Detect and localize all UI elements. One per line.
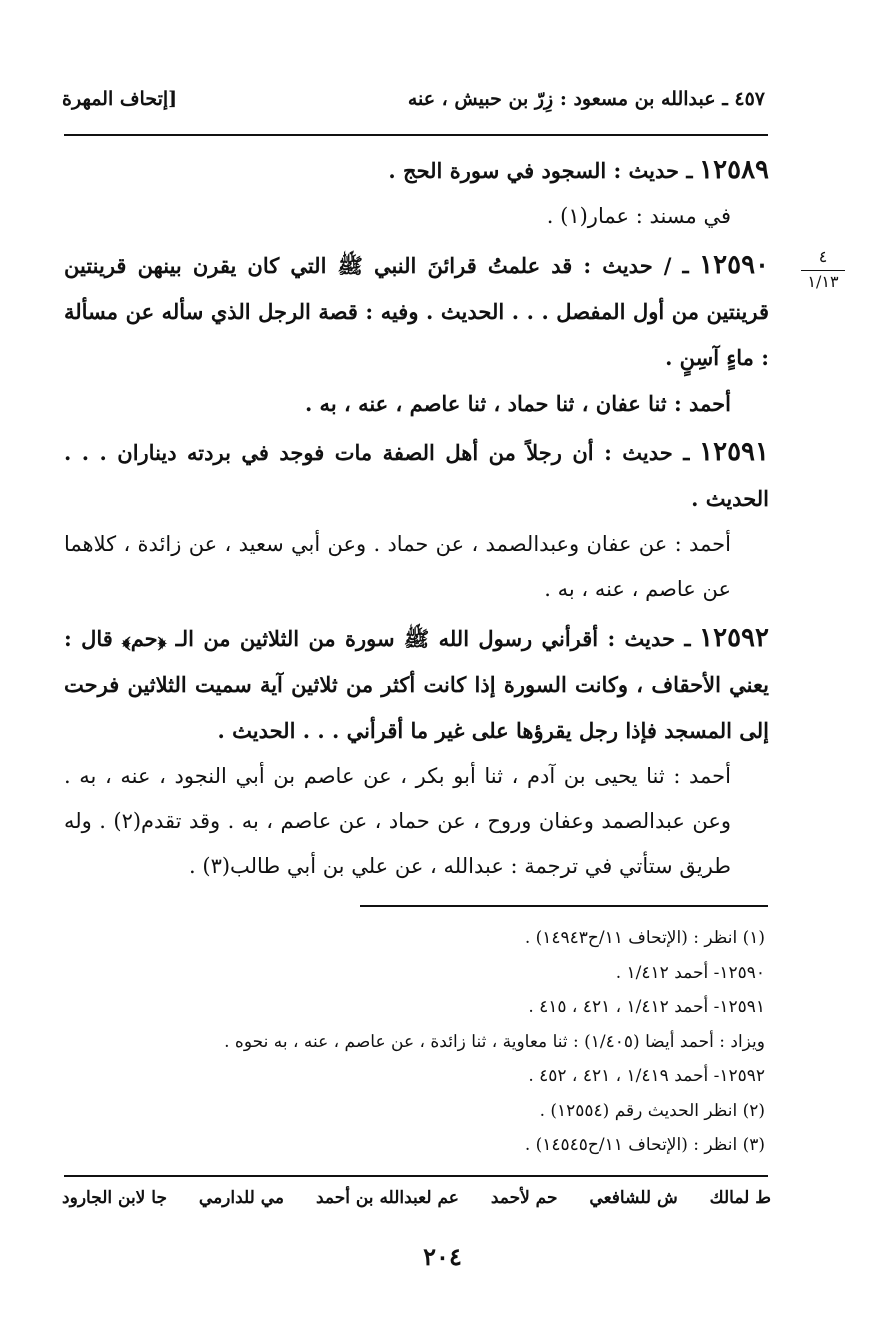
legend-rule <box>64 1175 768 1177</box>
hadith-entry <box>64 243 769 381</box>
legend-item: جا لابن الجارود <box>62 1188 167 1208</box>
margin-folio-note <box>801 246 845 293</box>
footnote-line: ١٢٥٩٠- أحمد ١/٤١٢ . <box>615 962 765 983</box>
margin-folio-top: ٤ <box>801 246 845 271</box>
hadith-source: أحمد : ثنا يحيى بن آدم ، ثنا أبو بكر ، عن عاصم بن أبي النجود ، عنه ، به . وعن عبدالصمد وعفان وروح ، عن حماد ، عن عاصم ، به . وقد تقدم(٢) . وله طريق ستأتي في ترجمة : عبدالله ، عن علي بن أبي طالب(٣) . <box>64 764 731 878</box>
running-header-chapter: ٤٥٧ ـ عبدالله بن مسعود : زِرّ بن حبيش ، عنه <box>407 88 765 110</box>
page-number: ٢٠٤ <box>423 1242 462 1271</box>
hadith-number: ١٢٥٨٩ <box>699 155 769 185</box>
hadith-number: ١٢٥٩١ <box>699 437 769 467</box>
hadith-source: في مسند : عمار(١) . <box>546 204 731 228</box>
hadith-source: أحمد : عن عفان وعبدالصمد ، عن حماد . وعن أبي سعيد ، عن زائدة ، كلاهما عن عاصم ، عنه ، به . <box>64 532 731 601</box>
footnote-line: (١) انظر : (الإتحاف ١١/ح١٤٩٤٣) . <box>524 928 765 948</box>
footnote-line: (٣) انظر : (الإتحاف ١١/ح١٤٥٤٥) . <box>524 1135 765 1155</box>
footnote-line: (٢) انظر الحديث رقم (١٢٥٥٤) . <box>539 1100 765 1121</box>
hadith-number: ١٢٥٩٠ <box>699 250 769 280</box>
margin-folio-bottom: ١/١٣ <box>807 272 839 291</box>
legend-item: حم لأحمد <box>490 1188 558 1208</box>
hadith-text: ـ حديث : السجود في سورة الحج . <box>388 158 693 183</box>
main-text <box>64 148 769 889</box>
legend-item: ط لمالك <box>709 1188 771 1208</box>
hadith-entry <box>64 430 769 522</box>
hadith-source: أحمد : ثنا عفان ، ثنا حماد ، ثنا عاصم ، عنه ، به . <box>304 391 731 416</box>
footnote-line: ويزاد : أحمد أيضا (١/٤٠٥) : ثنا معاوية ، ثنا زائدة ، عن عاصم ، عنه ، به نحوه . <box>224 1031 765 1052</box>
legend-item: مي للدارمي <box>198 1188 285 1208</box>
running-header-book: [إتحاف المهرة <box>62 88 178 110</box>
legend-item: عم لعبدالله بن أحمد <box>315 1188 459 1208</box>
hadith-text: ـ حديث : أقرأني رسول الله ﷺ سورة من الثلاثين من الـ ﴿حم﴾ قال : يعني الأحقاف ، وكانت السورة إذا كانت أكثر من ثلاثين آية سميت الثلاثين فرحت إلى المسجد فإذا رجل يقرؤها على غير ما أقرأني . . . الحديث . <box>64 626 769 743</box>
header-rule <box>64 134 768 136</box>
hadith-text: ـ حديث : أن رجلاً من أهل الصفة مات فوجد في بردته ديناران . . . الحديث . <box>64 440 769 511</box>
footnote-rule <box>360 905 768 907</box>
footnote-line: ١٢٥٩١- أحمد ١/٤١٢ ، ٤٢١ ، ٤١٥ . <box>528 997 765 1017</box>
legend-item: ش للشافعي <box>589 1188 678 1208</box>
footnote-line: ١٢٥٩٢- أحمد ١/٤١٩ ، ٤٢١ ، ٤٥٢ . <box>528 1066 765 1086</box>
footnotes <box>125 921 765 1163</box>
hadith-number: ١٢٥٩٢ <box>699 623 769 653</box>
hadith-entry <box>64 616 769 754</box>
hadith-entry <box>64 148 769 194</box>
abbreviation-legend <box>62 1188 771 1208</box>
hadith-text: ـ / حديث : قد علمتُ قرائنَ النبي ﷺ التي كان يقرن بينهن قرينتين قرينتين من أول المفصل . . . الحديث . وفيه : قصة الرجل الذي سأله عن مسألة : ماءٍ آسِنٍ . <box>64 253 769 370</box>
